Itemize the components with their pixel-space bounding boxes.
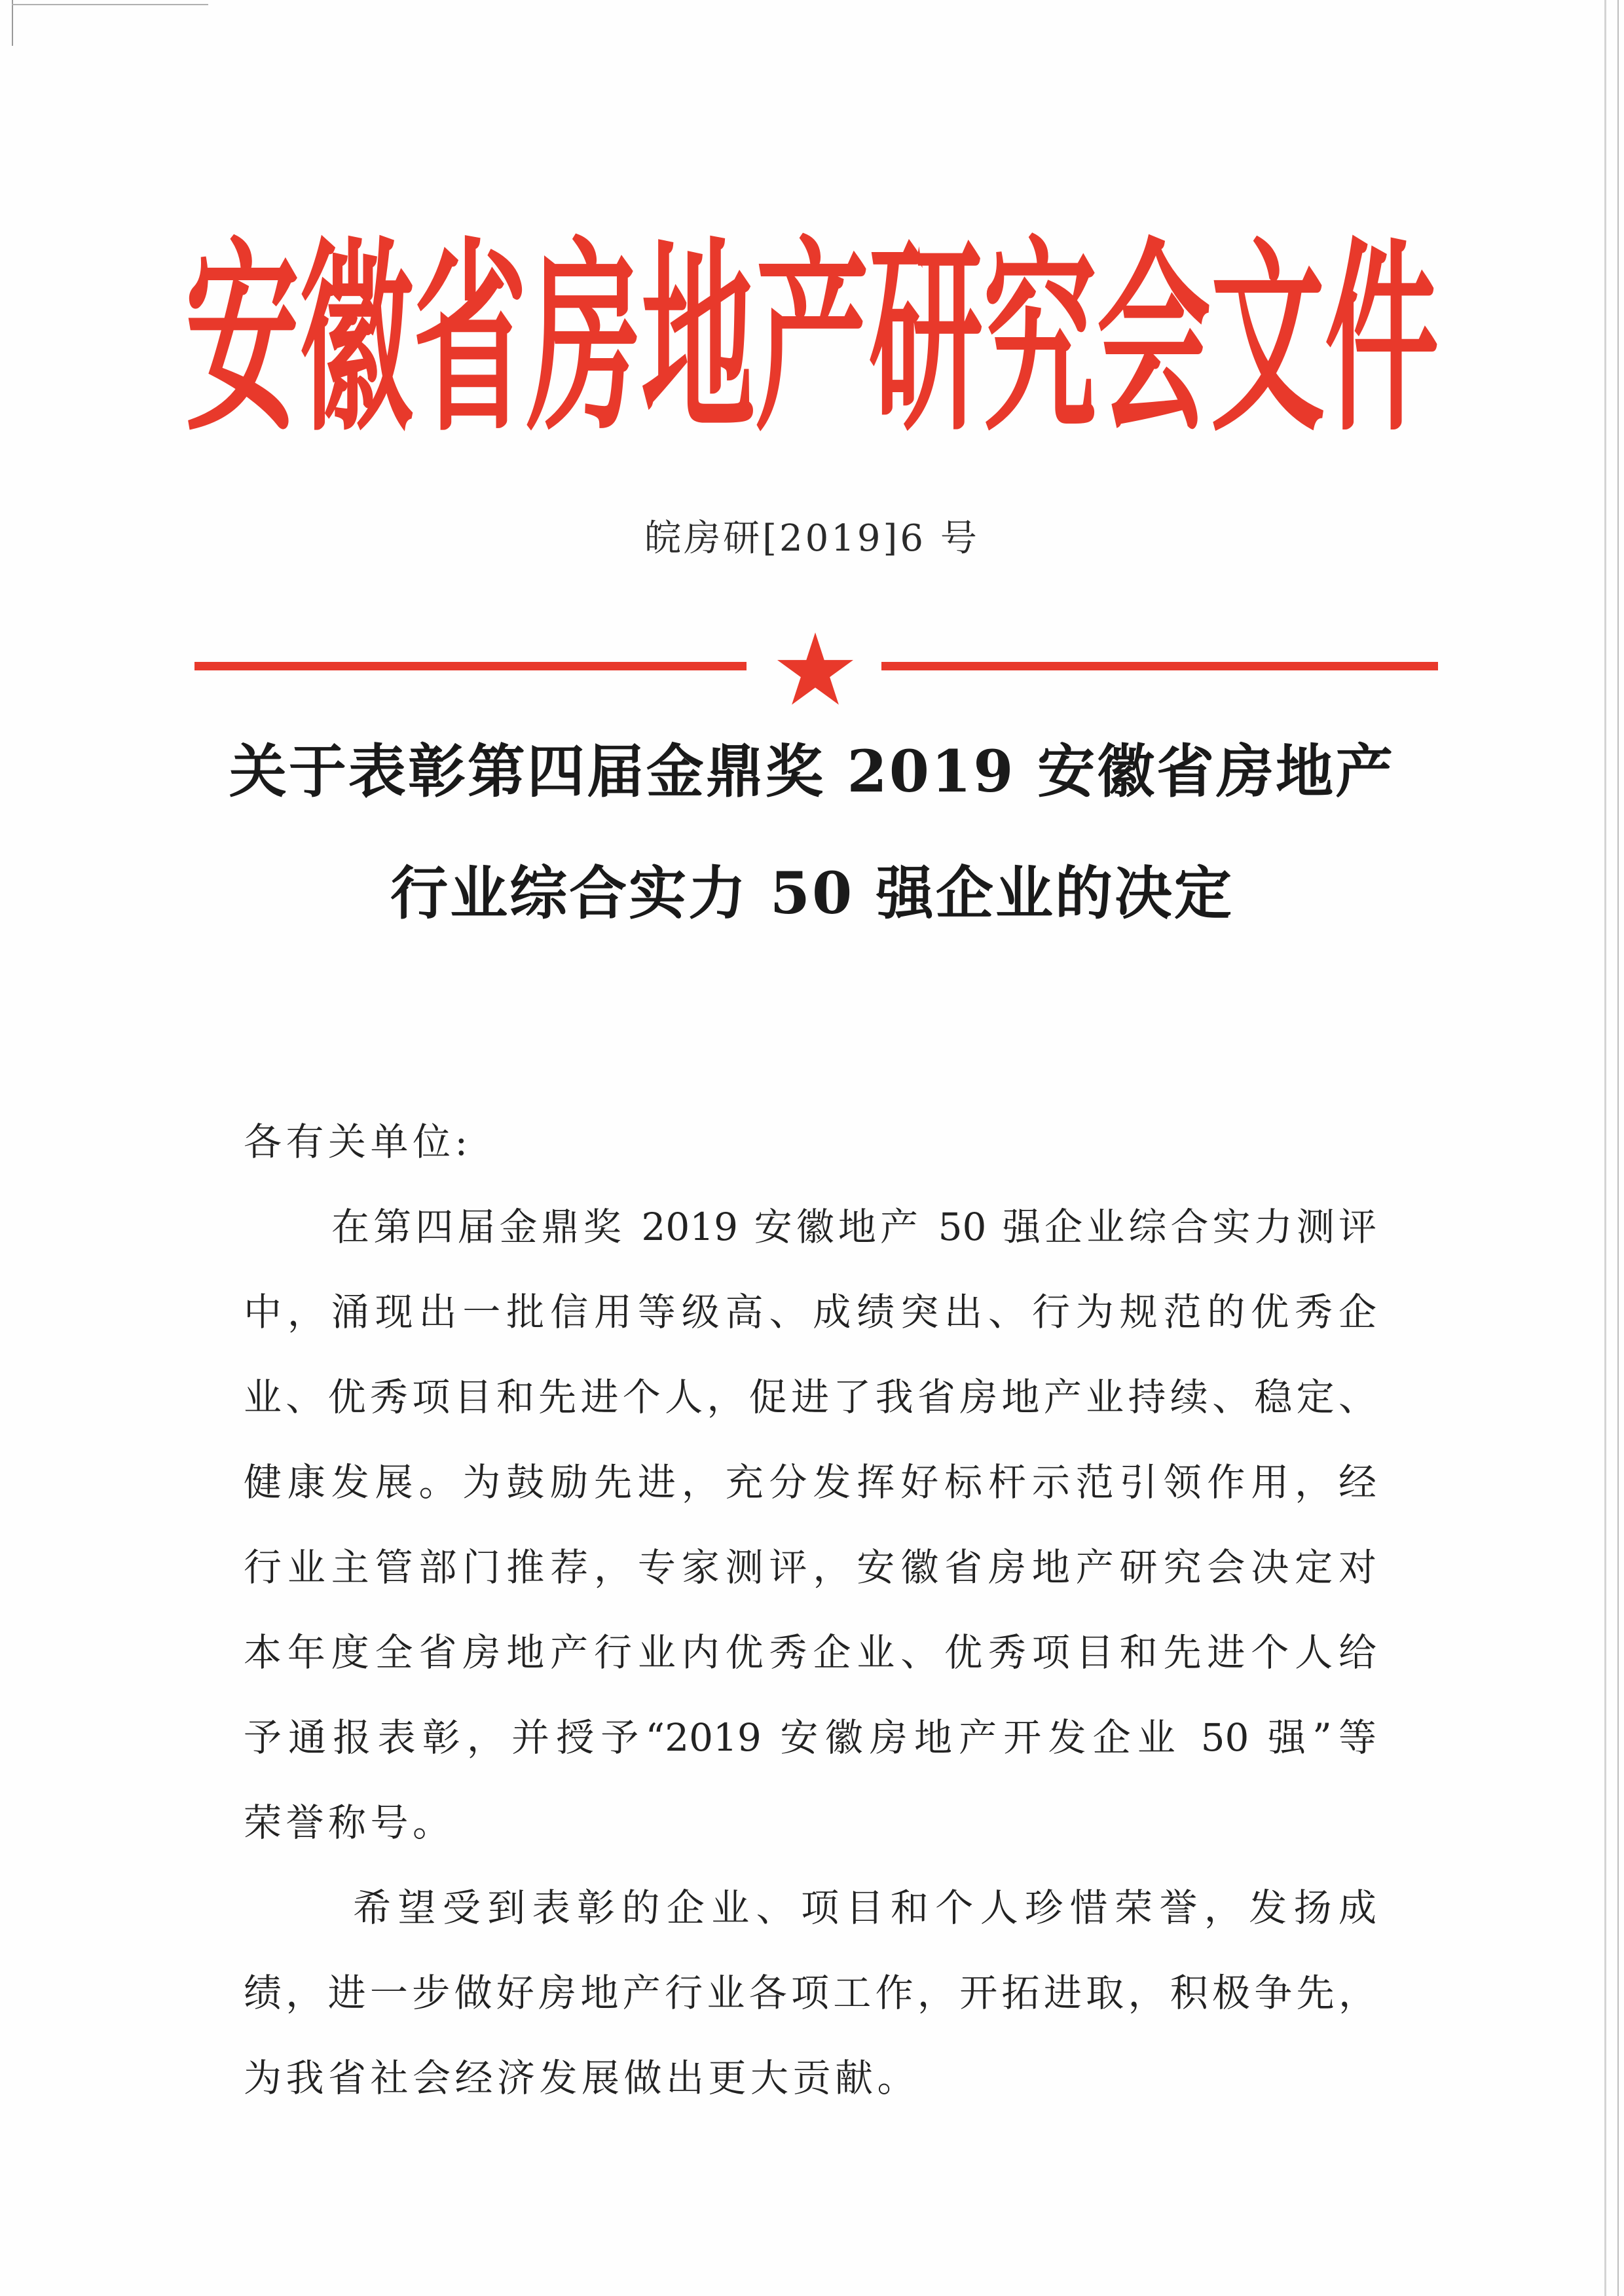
body-line: 希望受到表彰的企业、项目和个人珍惜荣誉，发扬成	[353, 1886, 1376, 1930]
body-line: 中，涌现出一批信用等级高、成绩突出、行为规范的优秀企	[244, 1290, 1376, 1334]
scan-edge-line	[12, 0, 13, 46]
title-line: 关于表彰第四届金鼎奖 2019 安徽省房地产	[229, 737, 1395, 805]
salutation: 各有关单位:	[244, 1120, 472, 1164]
red-divider	[0, 622, 1624, 714]
scan-edge-line	[12, 4, 208, 5]
document-body	[244, 1099, 1376, 2121]
body-line: 予通报表彰，并授予“2019 安徽房地产开发企业 50 强”等	[244, 1715, 1376, 1760]
body-line: 绩，进一步做好房地产行业各项工作，开拓进取，积极争先，	[244, 1971, 1376, 2015]
body-line: 为我省社会经济发展做出更大贡献。	[244, 2056, 920, 2100]
document-title	[0, 710, 1624, 954]
body-line: 荣誉称号。	[244, 1800, 455, 1845]
paragraph	[244, 1865, 1376, 2121]
body-line: 行业主管部门推荐，专家测评，安徽省房地产研究会决定对	[244, 1545, 1376, 1590]
divider-line-right	[881, 662, 1438, 670]
body-line: 健康发展。为鼓励先进，充分发挥好标杆示范引领作用，经	[244, 1460, 1376, 1504]
star-icon	[777, 632, 853, 704]
title-line: 行业综合实力 50 强企业的决定	[390, 859, 1234, 927]
org-title: 安徽省房地产研究会文件	[185, 219, 1439, 460]
document-number: 皖房研[2019]6 号	[644, 517, 980, 560]
body-line: 在第四届金鼎奖 2019 安徽地产 50 强企业综合实力测评	[331, 1205, 1376, 1249]
body-line: 本年度全省房地产行业内优秀企业、优秀项目和先进个人给	[244, 1630, 1376, 1675]
divider-line-left	[194, 662, 747, 670]
body-line: 业、优秀项目和先进个人，促进了我省房地产业持续、稳定、	[244, 1375, 1376, 1419]
paragraph	[244, 1184, 1376, 1865]
